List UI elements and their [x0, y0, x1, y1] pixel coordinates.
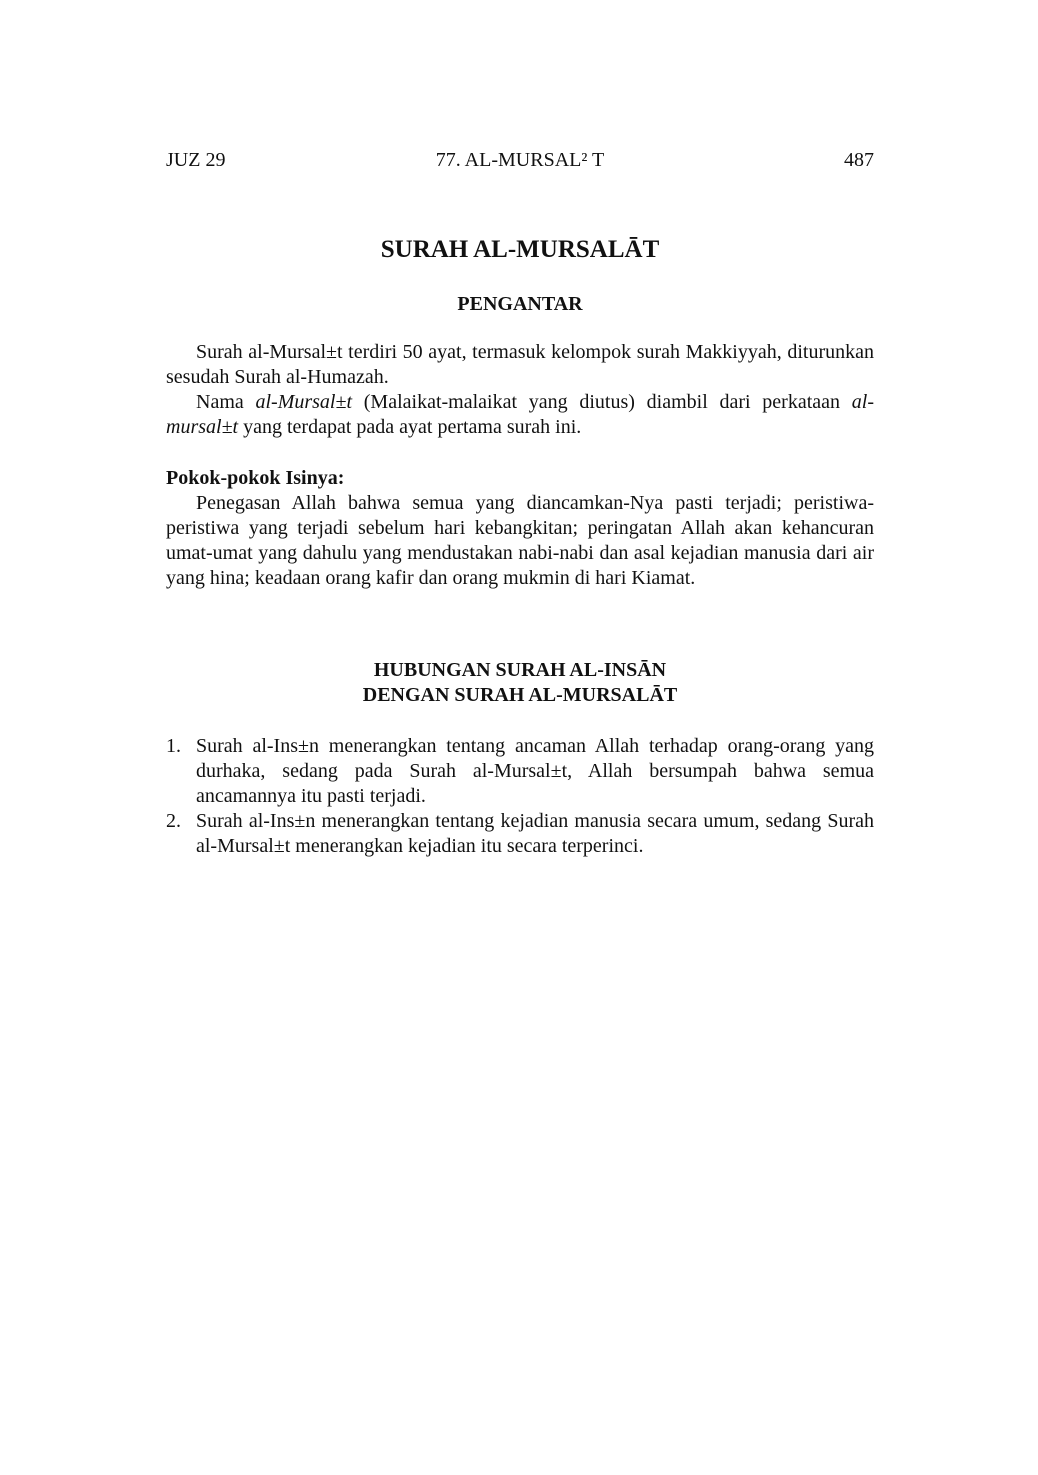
list-item-number: 2.: [166, 810, 181, 832]
list-item-text: Surah al-Ins±n menerangkan tentang ancaman Allah terhadap orang-orang yang durhaka, sedang pada Surah al-Mursal±t, Allah bersumpah bahwa semua ancamannya itu pasti terjadi.: [196, 735, 874, 807]
name-paragraph-prefix: Nama: [196, 391, 256, 413]
juz-label: JUZ 29: [166, 149, 226, 171]
hubungan-heading-line2: DENGAN SURAH AL-MURSALĀT: [362, 684, 678, 706]
list-item-number: 1.: [166, 735, 181, 757]
name-paragraph: [166, 390, 874, 440]
main-content: [166, 232, 874, 859]
intro-paragraph: Surah al-Mursal±t terdiri 50 ayat, termasuk kelompok surah Makkiyyah, diturunkan sesudah Surah al-Humazah.: [166, 341, 874, 388]
pengantar-heading: PENGANTAR: [457, 293, 583, 315]
name-paragraph-middle: (Malaikat-malaikat yang diutus) diambil dari perkataan: [352, 391, 852, 413]
name-term-italic: al-Mursal±t: [255, 391, 353, 413]
topics-paragraph: Penegasan Allah bahwa semua yang diancamkan-Nya pasti terjadi; peristiwa-peristiwa yang terjadi sebelum hari kebangkitan; peringatan Allah akan kehancuran umat-umat yang dahulu yang mendustakan nabi-nabi dan asal kejadian manusia dari air yang hina; keadaan orang kafir dan orang mukmin di hari Kiamat.: [166, 492, 874, 589]
list-item: [166, 809, 874, 859]
source-term-italic: al-mursal±t: [166, 391, 874, 438]
page-title: SURAH AL-MURSALĀT: [380, 236, 660, 263]
page-number: 487: [844, 149, 874, 171]
hubungan-heading-line1: HUBUNGAN SURAH AL-INSĀN: [373, 659, 667, 681]
running-header: [166, 146, 874, 174]
list-item-text: Surah al-Ins±n menerangkan tentang kejadian manusia secara umum, sedang Surah al-Mursal±t menerangkan kejadian itu secara terperinci.: [196, 810, 874, 857]
hubungan-list: [166, 734, 874, 859]
topics-heading: Pokok-pokok Isinya:: [166, 467, 345, 489]
name-paragraph-suffix: yang terdapat pada ayat pertama surah ini.: [238, 416, 582, 438]
hubungan-heading: [166, 658, 874, 708]
list-item: [166, 734, 874, 809]
surah-reference: 77. AL-MURSAL² T: [435, 149, 605, 171]
